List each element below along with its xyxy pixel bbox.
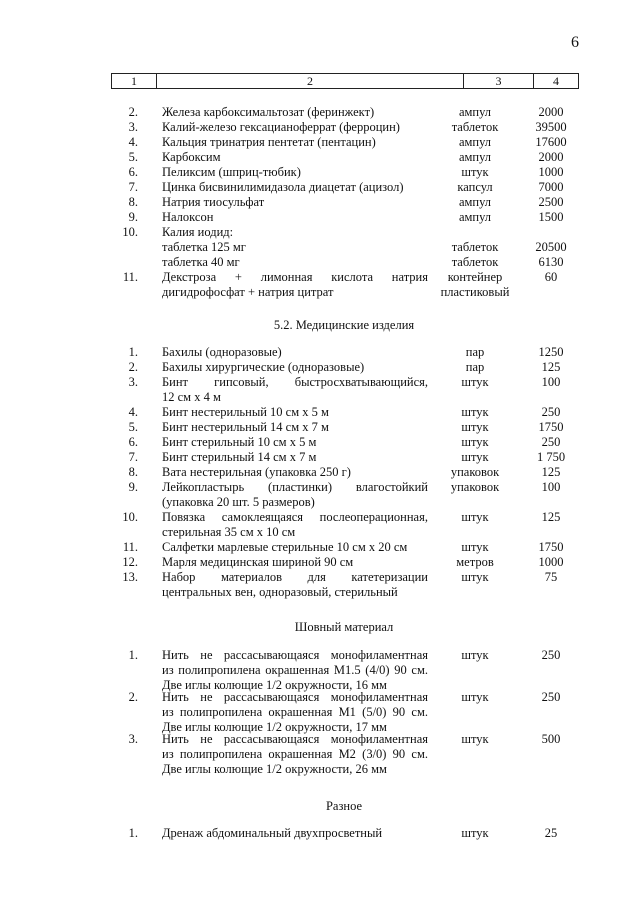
page-number: 6 <box>571 34 579 51</box>
quantity: 2000 <box>538 105 564 119</box>
item-name <box>162 648 428 692</box>
item-name <box>162 255 428 270</box>
row-number: 13. <box>122 570 138 584</box>
item-name <box>162 570 428 600</box>
item-name <box>162 510 428 540</box>
unit-of-measure <box>430 570 520 585</box>
item-name <box>162 435 428 450</box>
section-heading: Разное <box>325 799 363 813</box>
header-col-4: 4 <box>553 74 559 88</box>
item-name-line: Калия иодид: <box>162 225 234 239</box>
quantity: 20500 <box>535 240 567 254</box>
row-number: 5. <box>128 150 138 164</box>
item-name-line: Марля медицинская шириной 90 см <box>162 555 354 569</box>
row-number: 9. <box>128 480 138 494</box>
item-name <box>162 690 428 734</box>
quantity: 1000 <box>538 165 564 179</box>
unit-of-measure <box>430 450 520 465</box>
row-number: 8. <box>128 195 138 209</box>
item-name <box>162 555 428 570</box>
unit-of-measure <box>430 255 520 270</box>
row-number: 10. <box>122 510 138 524</box>
item-name <box>162 225 428 240</box>
item-name-line: Нить не рассасывающаяся монофиламентная <box>162 690 428 704</box>
unit-of-measure <box>430 240 520 255</box>
item-name-line: Бинт гипсовый, быстросхватывающийся, <box>162 375 428 389</box>
item-name <box>162 345 428 360</box>
item-name-line: Две иглы колющие 1/2 окружности, 16 мм <box>162 677 387 692</box>
row-number: 1. <box>128 648 138 662</box>
unit-of-measure <box>430 345 520 360</box>
row-number: 11. <box>122 540 138 554</box>
item-name <box>162 210 428 225</box>
item-name <box>162 826 428 841</box>
item-name-line: Железа карбоксимальтозат (феринжект) <box>162 105 375 119</box>
row-number: 9. <box>128 210 138 224</box>
unit-of-measure <box>430 435 520 450</box>
unit-of-measure <box>430 105 520 120</box>
unit-line: упаковок <box>450 465 500 479</box>
unit-line: штук <box>461 570 489 584</box>
header-col-3: 3 <box>464 74 534 88</box>
item-name-line: Две иглы колющие 1/2 окружности, 17 мм <box>162 719 387 734</box>
item-name-line: Калий-железо гексацианоферрат (ферроцин) <box>162 120 400 134</box>
item-name-line: Карбоксим <box>162 150 221 164</box>
unit-of-measure <box>430 420 520 435</box>
item-name <box>162 480 428 510</box>
header-col-1: 1 <box>112 74 157 88</box>
quantity: 125 <box>541 360 561 374</box>
quantity: 500 <box>541 732 561 746</box>
unit-of-measure <box>430 480 520 495</box>
row-number: 4. <box>128 135 138 149</box>
quantity: 125 <box>541 465 561 479</box>
quantity: 1250 <box>538 345 564 359</box>
item-name-line: Кальция тринатрия пентетат (пентацин) <box>162 135 376 149</box>
item-name-line: таблетка 125 мг <box>162 240 246 254</box>
item-name-line: Две иглы колющие 1/2 окружности, 26 мм <box>162 761 387 776</box>
unit-of-measure <box>430 360 520 375</box>
quantity: 2500 <box>538 195 564 209</box>
item-name <box>162 195 428 210</box>
row-number: 7. <box>128 450 138 464</box>
unit-of-measure <box>430 210 520 225</box>
unit-of-measure <box>430 150 520 165</box>
unit-line: штук <box>461 648 489 662</box>
row-number: 11. <box>122 270 138 284</box>
unit-line: ампул <box>458 210 492 224</box>
item-name-line: Бахилы хирургические (одноразовые) <box>162 360 365 374</box>
section-heading: 5.2. Медицинские изделия <box>273 318 415 332</box>
unit-of-measure <box>430 648 520 663</box>
unit-of-measure <box>430 555 520 570</box>
item-name-line: (упаковка 20 шт. 5 размеров) <box>162 494 315 509</box>
item-name <box>162 135 428 150</box>
unit-line: метров <box>456 555 494 569</box>
unit-line: пар <box>465 360 485 374</box>
item-name-line: Бинт стерильный 10 см х 5 м <box>162 435 317 449</box>
row-number: 3. <box>128 732 138 746</box>
unit-of-measure <box>430 120 520 135</box>
item-name-line: Бинт нестерильный 14 см х 7 м <box>162 420 329 434</box>
unit-line: пар <box>465 345 485 359</box>
item-name-line: Нить не рассасывающаяся монофиламентная <box>162 648 428 662</box>
unit-line: штук <box>461 375 489 389</box>
item-name <box>162 732 428 776</box>
row-number: 5. <box>128 420 138 434</box>
quantity: 75 <box>544 570 558 584</box>
item-name <box>162 165 428 180</box>
row-number: 7. <box>128 180 138 194</box>
quantity: 250 <box>541 648 561 662</box>
item-name-line: Бинт стерильный 14 см х 7 м <box>162 450 317 464</box>
unit-line: штук <box>461 732 489 746</box>
unit-line: пластиковый <box>440 284 510 299</box>
row-number: 2. <box>128 360 138 374</box>
row-number: 8. <box>128 465 138 479</box>
unit-of-measure <box>430 465 520 480</box>
quantity: 125 <box>541 510 561 524</box>
item-name-line: центральных вен, одноразовый, стерильный <box>162 584 398 599</box>
unit-of-measure <box>430 690 520 705</box>
quantity: 1750 <box>538 540 564 554</box>
item-name <box>162 120 428 135</box>
row-number: 3. <box>128 375 138 389</box>
unit-line: штук <box>461 690 489 704</box>
item-name <box>162 540 428 555</box>
unit-line: ампул <box>458 150 492 164</box>
unit-line: штук <box>461 435 489 449</box>
quantity: 17600 <box>535 135 567 149</box>
item-name-line: таблетка 40 мг <box>162 255 240 269</box>
row-number: 3. <box>128 120 138 134</box>
item-name-line: из полипропилена окрашенная М1.5 (4/0) 90 см. <box>162 662 428 677</box>
quantity: 250 <box>541 405 561 419</box>
item-name <box>162 240 428 255</box>
unit-line: штук <box>461 826 489 840</box>
unit-line: упаковок <box>450 480 500 494</box>
item-name <box>162 420 428 435</box>
quantity: 60 <box>544 270 558 284</box>
unit-of-measure <box>430 195 520 210</box>
quantity: 1750 <box>538 420 564 434</box>
unit-of-measure <box>430 732 520 747</box>
unit-of-measure <box>430 510 520 525</box>
item-name-line: Налоксон <box>162 210 214 224</box>
unit-line: таблеток <box>451 255 499 269</box>
item-name-line: 12 см х 4 м <box>162 389 221 404</box>
unit-line: штук <box>461 510 489 524</box>
unit-line: штук <box>461 450 489 464</box>
item-name-line: Лейкопластырь (пластинки) влагостойкий <box>162 480 428 494</box>
item-name <box>162 150 428 165</box>
unit-of-measure <box>430 180 520 195</box>
unit-line: штук <box>461 540 489 554</box>
header-col-2: 2 <box>157 74 464 88</box>
item-name <box>162 105 428 120</box>
row-number: 1. <box>128 345 138 359</box>
item-name-line: Салфетки марлевые стерильные 10 см х 20 см <box>162 540 408 554</box>
unit-line: ампул <box>458 195 492 209</box>
row-number: 10. <box>122 225 138 239</box>
quantity: 1 750 <box>536 450 566 464</box>
row-number: 2. <box>128 690 138 704</box>
unit-of-measure <box>430 826 520 841</box>
quantity: 1500 <box>538 210 564 224</box>
unit-of-measure <box>430 375 520 390</box>
row-number: 6. <box>128 165 138 179</box>
unit-of-measure <box>430 135 520 150</box>
item-name-line: Набор материалов для катетеризации <box>162 570 428 584</box>
unit-of-measure <box>430 540 520 555</box>
quantity: 39500 <box>535 120 567 134</box>
item-name-line: Цинка бисвинилимидазола диацетат (ацизол) <box>162 180 404 194</box>
row-number: 1. <box>128 826 138 840</box>
quantity: 250 <box>541 435 561 449</box>
quantity: 100 <box>541 375 561 389</box>
item-name-line: Бахилы (одноразовые) <box>162 345 282 359</box>
item-name-line: дигидрофосфат + натрия цитрат <box>162 284 334 299</box>
quantity: 7000 <box>538 180 564 194</box>
item-name-line: из полипропилена окрашенная М1 (5/0) 90 см. <box>162 704 428 719</box>
row-number: 4. <box>128 405 138 419</box>
unit-line: штук <box>461 405 489 419</box>
item-name-line: стерильная 35 см х 10 см <box>162 524 296 539</box>
quantity: 250 <box>541 690 561 704</box>
item-name-line: Дренаж абдоминальный двухпросветный <box>162 826 383 840</box>
unit-line: таблеток <box>451 240 499 254</box>
row-number: 2. <box>128 105 138 119</box>
unit-line: ампул <box>458 105 492 119</box>
item-name <box>162 450 428 465</box>
item-name-line: Натрия тиосульфат <box>162 195 265 209</box>
item-name-line: из полипропилена окрашенная М2 (3/0) 90 см. <box>162 746 428 761</box>
item-name-line: Пеликсим (шприц-тюбик) <box>162 165 301 179</box>
unit-line: штук <box>461 165 489 179</box>
table-header <box>111 73 579 89</box>
item-name-line: Нить не рассасывающаяся монофиламентная <box>162 732 428 746</box>
item-name <box>162 405 428 420</box>
row-number: 12. <box>122 555 138 569</box>
item-name-line: Вата нестерильная (упаковка 250 г) <box>162 465 351 479</box>
item-name <box>162 360 428 375</box>
item-name <box>162 270 428 300</box>
unit-line: капсул <box>457 180 493 194</box>
row-number: 6. <box>128 435 138 449</box>
quantity: 6130 <box>538 255 564 269</box>
unit-line: контейнер <box>447 270 503 284</box>
quantity: 25 <box>544 826 558 840</box>
item-name-line: Повязка самоклеящаяся послеоперационная, <box>162 510 428 524</box>
item-name-line: Бинт нестерильный 10 см х 5 м <box>162 405 329 419</box>
unit-of-measure <box>430 270 520 300</box>
item-name <box>162 180 428 195</box>
quantity: 1000 <box>538 555 564 569</box>
unit-line: ампул <box>458 135 492 149</box>
unit-line: штук <box>461 420 489 434</box>
quantity: 2000 <box>538 150 564 164</box>
unit-of-measure <box>430 165 520 180</box>
item-name <box>162 375 428 405</box>
item-name <box>162 465 428 480</box>
unit-line: таблеток <box>451 120 499 134</box>
unit-of-measure <box>430 405 520 420</box>
item-name-line: Декстроза + лимонная кислота натрия <box>162 270 428 284</box>
quantity: 100 <box>541 480 561 494</box>
section-heading: Шовный материал <box>294 620 394 634</box>
